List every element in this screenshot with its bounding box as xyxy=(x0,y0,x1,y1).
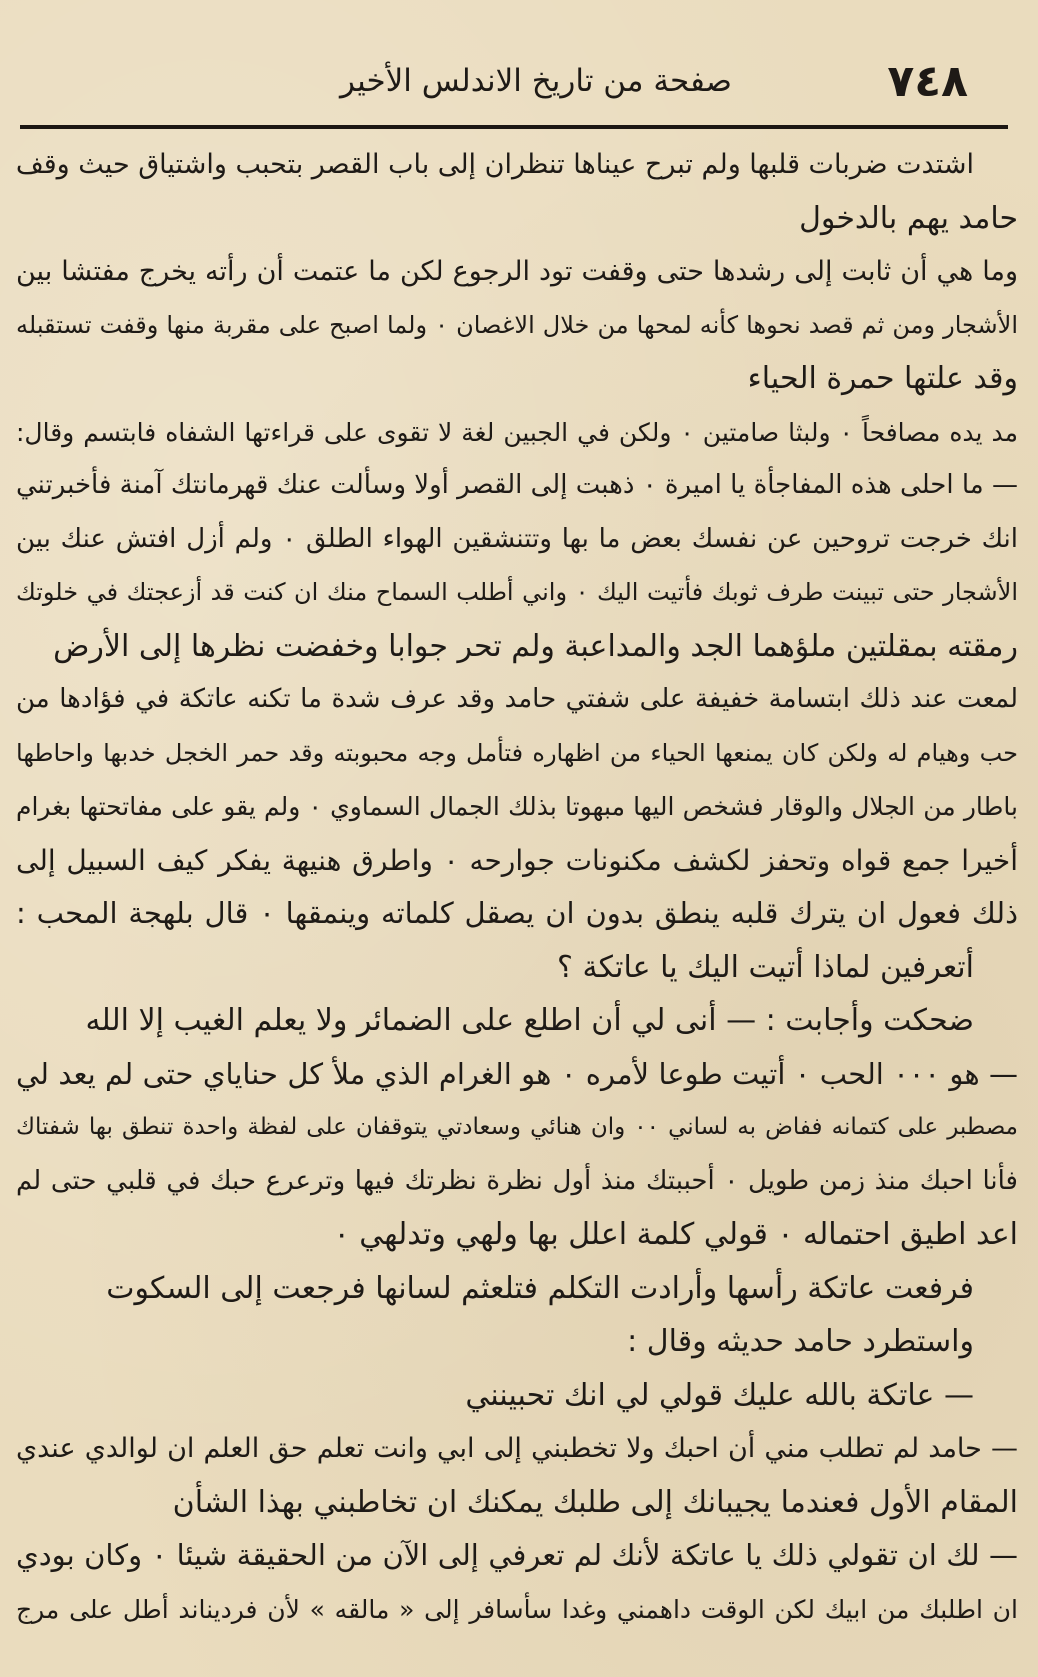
page-number: ٧٤٨ xyxy=(887,56,968,107)
text-line: وقد علتها حمرة الحياء xyxy=(747,361,1018,396)
page-header xyxy=(18,40,1004,116)
text-line: حب وهيام له ولكن كان يمنعها الحياء من اظهاره فتأمل وجه محبوبته وقد حمر الخجل خدبها واحاطها xyxy=(16,738,1018,767)
header-rule xyxy=(20,125,1008,129)
text-line: ضحكت وأجابت : — أنى لي أن اطلع على الضمائر ولا يعلم الغيب إلا الله xyxy=(85,1003,974,1038)
text-line: ذلك فعول ان يترك قلبه ينطق بدون ان يصقل كلماته وينمقها ٠ قال بلهجة المحب : xyxy=(16,896,1018,930)
running-title: صفحة من تاريخ الاندلس الأخير xyxy=(339,63,732,99)
text-line: — عاتكة بالله عليك قولي لي انك تحبينني xyxy=(465,1377,974,1413)
text-line: لمعت عند ذلك ابتسامة خفيفة على شفتي حامد وقد عرف شدة ما تكنه عاتكة في فؤادها من xyxy=(16,684,1018,714)
text-line: انك خرجت تروحين عن نفسك بعض ما بها وتتنشقين الهواء الطلق ٠ ولم أزل افتش عنك بين xyxy=(16,523,1018,554)
text-line: — لك ان تقولي ذلك يا عاتكة لأنك لم تعرفي إلى الآن من الحقيقة شيئا ٠ وكان بودي xyxy=(16,1538,1018,1572)
text-line: حامد يهم بالدخول xyxy=(799,200,1018,236)
text-line: مصطبر على كتمانه ففاض به لساني ٠٠ وان هنائي وسعادتي يتوقفان على لفظة واحدة تنطق بها شفتاك xyxy=(16,1114,1018,1140)
text-line: المقام الأول فعندما يجيبانك إلى طلبك يمكنك ان تخاطبني بهذا الشأن xyxy=(172,1484,1018,1520)
text-line: الأشجار حتى تبينت طرف ثوبك فأتيت اليك ٠ واني أطلب السماح منك ان كنت قد أزعجتك في خلوتك xyxy=(16,578,1018,606)
text-line: ان اطلبك من ابيك لكن الوقت داهمني وغدا سأسافر إلى « مالقه » لأن فرديناند أطل على مرج xyxy=(16,1594,1018,1624)
text-line: أخيرا جمع قواه وتحفز لكشف مكنونات جوارحه ٠ واطرق هنيهة يفكر كيف السبيل إلى xyxy=(16,843,1018,877)
text-line: — ما احلى هذه المفاجأة يا اميرة ٠ ذهبت إلى القصر أولا وسألت عنك قهرمانتك آمنة فأخبرتني xyxy=(16,470,1018,500)
text-line: وما هي أن ثابت إلى رشدها حتى وقفت تود الرجوع لكن ما عتمت أن رأته يخرج مفتشا بين xyxy=(16,256,1018,287)
text-line: فأنا احبك منذ زمن طويل ٠ أحببتك منذ أول نظرة نظرتك فيها وترعرع حبك في قلبي حتى لم xyxy=(16,1165,1018,1196)
text-line: مد يده مصافحاً ٠ ولبثا صامتين ٠ ولكن في الجبين لغة لا تقوى على قراءتها الشفاه فابتسم وقال: xyxy=(16,417,1018,447)
text-line: اشتدت ضربات قلبها ولم تبرح عيناها تنظران إلى باب القصر بتحبب واشتياق حيث وقف xyxy=(16,149,974,180)
text-line: فرفعت عاتكة رأسها وأرادت التكلم فتلعثم لسانها فرجعت إلى السكوت xyxy=(106,1270,974,1306)
body-text xyxy=(16,138,1018,1636)
text-line: — حامد لم تطلب مني أن احبك ولا تخطبني إلى ابي وانت تعلم حق العلم ان لوالدي عندي xyxy=(16,1433,1018,1464)
text-line: اعد اطيق احتماله ٠ قولي كلمة اعلل بها ولهي وتدلهي ٠ xyxy=(333,1217,1018,1252)
text-line: باطار من الجلال والوقار فشخص اليها مبهوتا بذلك الجمال السماوي ٠ ولم يقو على مفاتحتها بغرام xyxy=(16,792,1018,821)
text-line: الأشجار ومن ثم قصد نحوها كأنه لمحها من خلال الاغصان ٠ ولما اصبح على مقربة منها وقفت تستقبله xyxy=(16,310,1018,339)
text-line: رمقته بمقلتين ملؤهما الجد والمداعبة ولم تحر جوابا وخفضت نظرها إلى الأرض xyxy=(53,628,1018,664)
text-line: أتعرفين لماذا أتيت اليك يا عاتكة ؟ xyxy=(557,949,974,985)
text-line: واستطرد حامد حديثه وقال : xyxy=(627,1324,974,1359)
text-line: — هو ٠٠٠ الحب ٠ أتيت طوعا لأمره ٠ هو الغرام الذي ملأ كل حناياي حتى لم يعد لي xyxy=(16,1056,1018,1091)
